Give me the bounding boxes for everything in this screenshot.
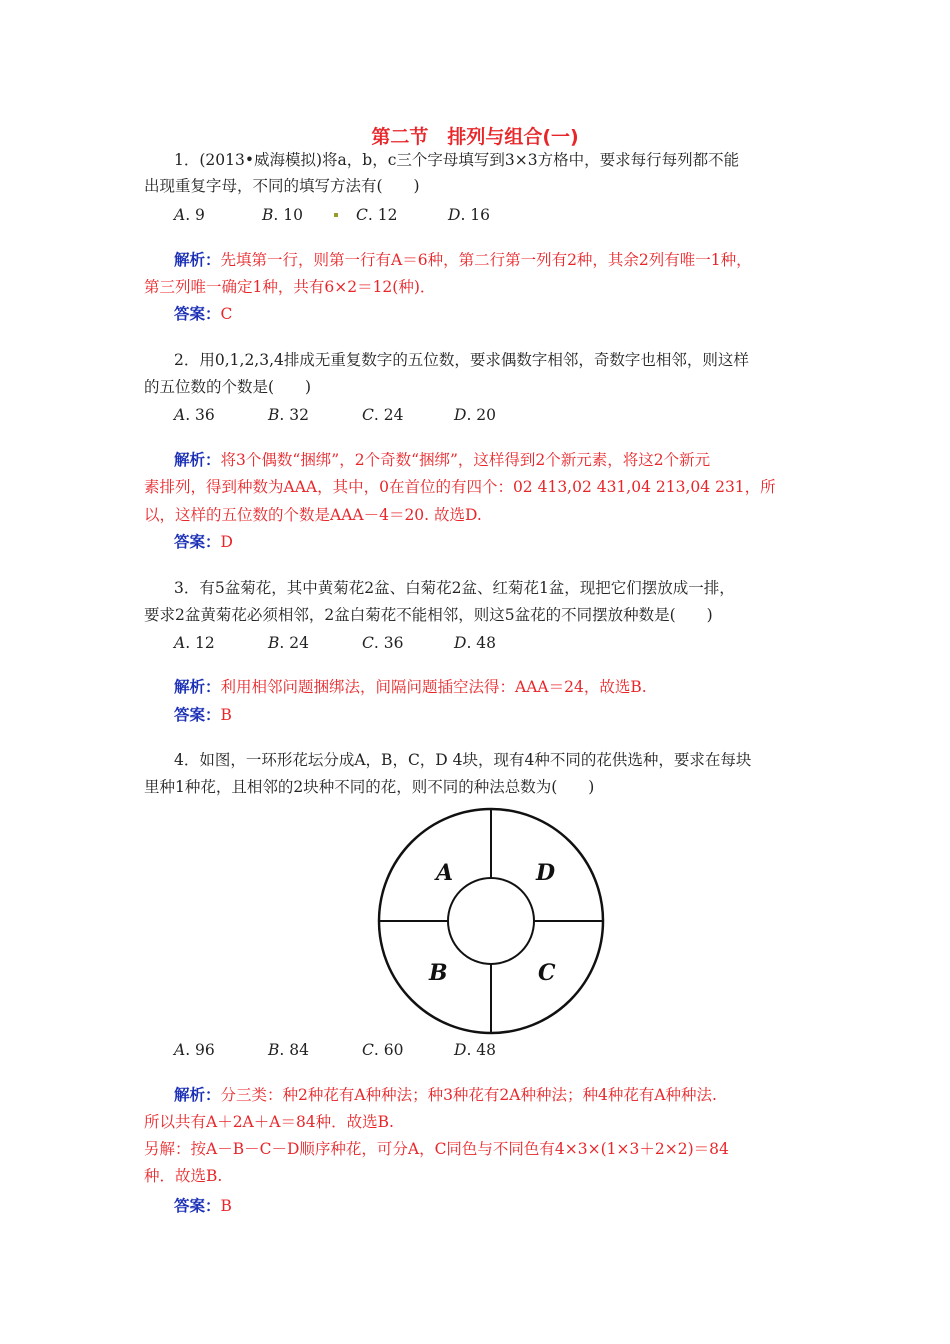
ring-flowerbed-figure (376, 806, 606, 1036)
q1-stem-line2: 出现重复字母，不同的填写方法有( ) (144, 177, 420, 195)
q1-option-c: C. 12 (356, 206, 398, 224)
q2-option-d: D. 20 (454, 406, 497, 424)
q4-solution-line1: 解析：分三类：种2种花有A种种法；种3种花有2A种种法；种4种花有A种种法. (174, 1085, 717, 1104)
q3-option-b: B. 24 (268, 634, 309, 652)
q3-option-d: D. 48 (454, 634, 497, 652)
q4-option-b: B. 84 (268, 1041, 309, 1059)
q4-stem-line2: 里种1种花，且相邻的2块种不同的花，则不同的种法总数为( ) (144, 778, 595, 796)
q1-solution-line2: 第三列唯一确定1种，共有6×2＝12(种)． (144, 278, 436, 296)
q1-answer: 答案：C (174, 304, 233, 323)
stray-mark (334, 213, 338, 217)
q2-options (174, 405, 594, 425)
q3-option-c: C. 36 (362, 634, 404, 652)
q2-solution-line2: 素排列，得到种数为AAA，其中，0在首位的有四个：02 413,02 431,04 213,04 231，所 (144, 478, 776, 496)
region-label-d: D (536, 860, 556, 886)
q2-stem-line1: 2．用0,1,2,3,4排成无重复数字的五位数，要求偶数字相邻，奇数字也相邻，则这样 (174, 351, 749, 369)
q4-option-a: A. 96 (174, 1041, 215, 1059)
q2-option-b: B. 32 (268, 406, 309, 424)
q1-option-a: A. 9 (174, 206, 205, 224)
q4-alt-solution-line2: 种．故选B. (144, 1167, 223, 1185)
q4-answer: 答案：B (174, 1196, 232, 1215)
q4-solution-line2: 所以共有A＋2A＋A＝84种．故选B. (144, 1113, 394, 1131)
page-title: 第二节 排列与组合(一) (371, 126, 579, 148)
q4-option-d: D. 48 (454, 1041, 497, 1059)
q1-options (174, 205, 594, 225)
q4-option-c: C. 60 (362, 1041, 404, 1059)
region-label-c: C (538, 960, 556, 986)
q2-solution-line3: 以，这样的五位数的个数是AAA－4＝20. 故选D. (144, 506, 482, 524)
q3-answer: 答案：B (174, 705, 232, 724)
q1-stem-line1: 1．(2013•威海模拟)将a，b，c三个字母填写到3×3方格中，要求每行每列都不能 (174, 151, 740, 169)
q4-options (174, 1040, 594, 1060)
inner-circle (448, 878, 534, 964)
q3-stem-line1: 3．有5盆菊花，其中黄菊花2盆、白菊花2盆、红菊花1盆，现把它们摆放成一排， (174, 579, 735, 597)
q4-alt-solution-line1: 另解：按A－B－C－D顺序种花，可分A，C同色与不同色有4×3×(1×3＋2×2)＝84 (144, 1140, 729, 1158)
q1-option-b: B. 10 (262, 206, 303, 224)
region-label-b: B (429, 960, 448, 986)
q3-options (174, 633, 594, 653)
q2-answer: 答案：D (174, 532, 233, 551)
q3-option-a: A. 12 (174, 634, 215, 652)
q2-option-a: A. 36 (174, 406, 215, 424)
q2-solution-line1: 解析：将3个偶数“捆绑”，2个奇数“捆绑”，这样得到2个新元素，将这2个新元 (174, 450, 711, 469)
q1-solution-line1: 解析：先填第一行，则第一行有A＝6种，第二行第一列有2种，其余2列有唯一1种， (174, 250, 752, 269)
region-label-a: A (436, 860, 454, 886)
q3-stem-line2: 要求2盆黄菊花必须相邻，2盆白菊花不能相邻，则这5盆花的不同摆放种数是( ) (144, 606, 713, 624)
q4-stem-line1: 4．如图，一环形花坛分成A，B，C，D 4块，现有4种不同的花供选种，要求在每块 (174, 751, 752, 769)
q2-option-c: C. 24 (362, 406, 404, 424)
q3-solution-line1: 解析：利用相邻问题捆绑法，间隔问题插空法得：AAA＝24，故选B. (174, 677, 647, 696)
q1-option-d: D. 16 (448, 206, 491, 224)
q2-stem-line2: 的五位数的个数是( ) (144, 378, 312, 396)
